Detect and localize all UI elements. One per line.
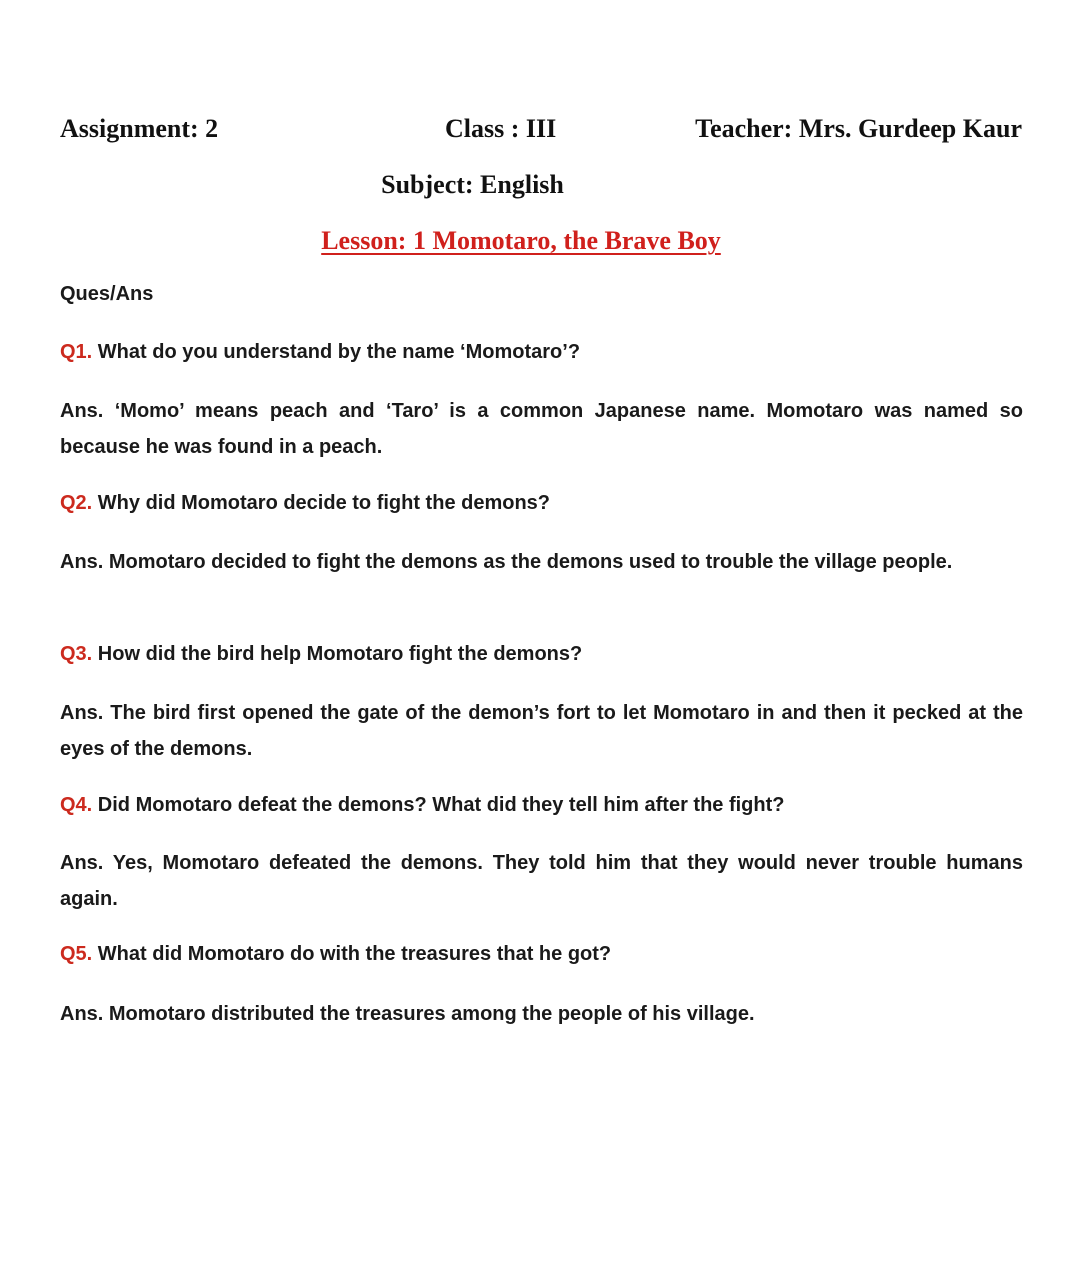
question-text: What did Momotaro do with the treasures that he got? <box>92 943 612 965</box>
question-number: Q3. <box>60 643 93 665</box>
question-text: How did the bird help Momotaro fight the demons? <box>92 643 583 665</box>
question-5 <box>60 943 611 966</box>
teacher-name: Teacher: Mrs. Gurdeep Kaur <box>695 114 1022 143</box>
question-number: Q5. <box>60 943 93 965</box>
question-number: Q2. <box>60 492 93 514</box>
question-number: Q1. <box>60 341 93 363</box>
question-text: What do you understand by the name ‘Momotaro’? <box>92 341 581 363</box>
answer-2: Ans. Momotaro decided to fight the demons as the demons used to trouble the village people. <box>60 551 953 573</box>
answer-5: Ans. Momotaro distributed the treasures among the people of his village. <box>60 1003 755 1025</box>
header-line <box>60 114 1022 154</box>
question-4 <box>60 794 785 817</box>
question-number: Q4. <box>60 794 93 816</box>
question-text: Did Momotaro defeat the demons? What did they tell him after the fight? <box>92 794 785 816</box>
subject-title: Subject: English <box>381 170 564 199</box>
assignment-number: Assignment: 2 <box>60 114 219 143</box>
section-label: Ques/Ans <box>60 283 154 305</box>
answer-3: Ans. The bird first opened the gate of the demon’s fort to let Momotaro in and then it pecked at the eyes of the demons. <box>60 702 1023 760</box>
lesson-title: Lesson: 1 Momotaro, the Brave Boy <box>321 226 721 255</box>
question-1 <box>60 341 580 364</box>
class-label: Class : III <box>445 114 557 143</box>
answer-4: Ans. Yes, Momotaro defeated the demons. They told him that they would never trouble humans again. <box>60 852 1023 910</box>
question-3 <box>60 643 582 666</box>
answer-1: Ans. ‘Momo’ means peach and ‘Taro’ is a common Japanese name. Momotaro was named so because he was found in a peach. <box>60 400 1023 458</box>
question-text: Why did Momotaro decide to fight the demons? <box>92 492 551 514</box>
question-2 <box>60 492 550 515</box>
